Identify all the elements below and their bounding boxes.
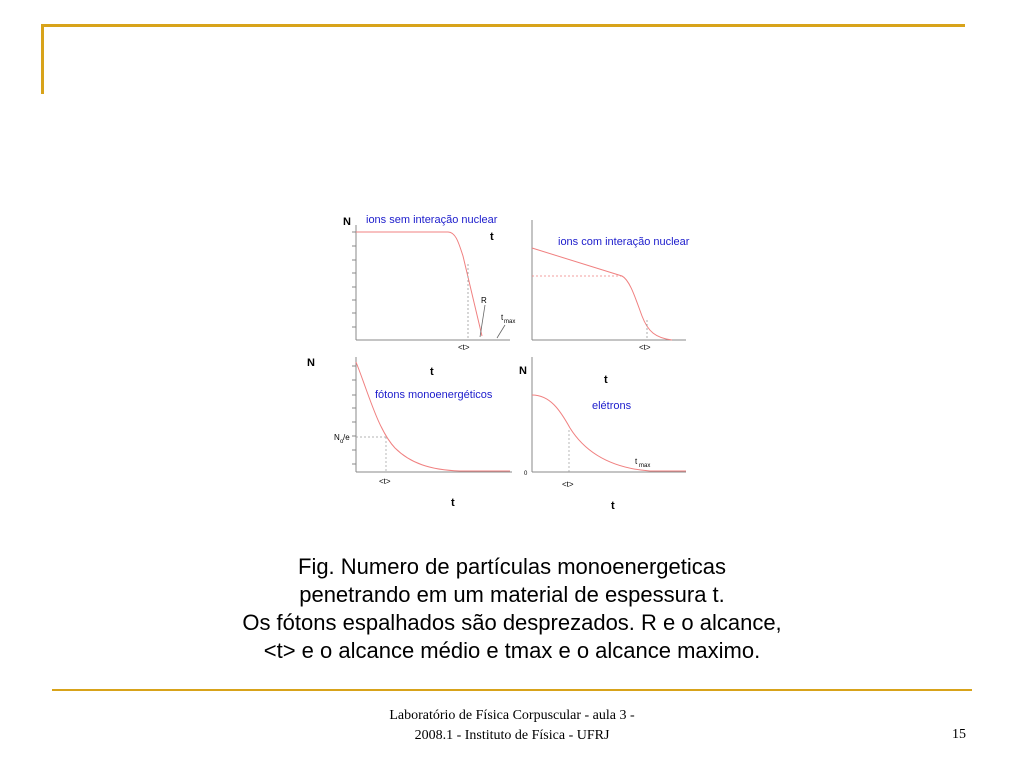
x-axis-label-upper: t [430,366,434,378]
panel-monoenergetic-photons [307,357,512,509]
figure-caption [150,553,874,665]
mean-range-label: <t> [562,480,574,489]
x-axis-label-upper: t [604,374,608,386]
y-ticks [352,366,356,464]
footer-divider [52,689,972,691]
panel-ions-without-nuclear-interaction [343,214,515,352]
mean-range-label: <t> [458,343,470,352]
n0-subscript: o [340,439,344,445]
mean-range-label: <t> [639,343,651,352]
range-pointer [480,305,485,337]
x-axis-label: t [490,231,494,243]
curve-label: ions sem interação nuclear [366,214,498,226]
tmax-pointer [497,325,505,338]
x-axis-label: t [451,497,455,509]
curve-label: elétrons [592,400,632,412]
tmax-subscript: max [639,463,651,469]
attenuation-curve [532,248,672,340]
tmax-label: t [635,457,638,466]
y-ticks [352,232,356,327]
footer-institute: 2008.1 - Instituto de Física - UFRJ [414,728,610,743]
caption-line: Os fótons espalhados são desprezados. R e o alcance, [242,610,782,635]
caption-line: <t> e o alcance médio e tmax e o alcance maximo. [263,638,761,663]
y-axis-label: N [519,365,527,377]
y-axis-label: N [307,357,315,369]
tmax-label: t [501,313,504,322]
n0-label: N [334,433,340,442]
attenuation-curve [356,362,510,471]
tmax-subscript: max [504,319,516,325]
x-axis-label: t [611,500,615,512]
attenuation-curve [356,232,482,336]
caption-line: Fig. Numero de partículas monoenergeticas [298,554,726,579]
n0-suffix: /e [343,433,350,442]
curve-label: ions com interação nuclear [558,236,690,248]
panel-ions-with-nuclear-interaction [532,220,690,352]
caption-line: penetrando em um material de espessura t. [299,582,725,607]
slide-footer [300,706,724,746]
panel-electrons [519,357,686,512]
curve-label: fótons monoenergéticos [375,389,493,401]
origin-label: 0 [524,471,528,477]
y-axis-label: N [343,216,351,228]
mean-range-label: <t> [379,477,391,486]
footer-course: Laboratório de Física Corpuscular - aula 3 - [389,708,635,723]
page-number: 15 [952,727,966,742]
range-label: R [481,296,487,305]
